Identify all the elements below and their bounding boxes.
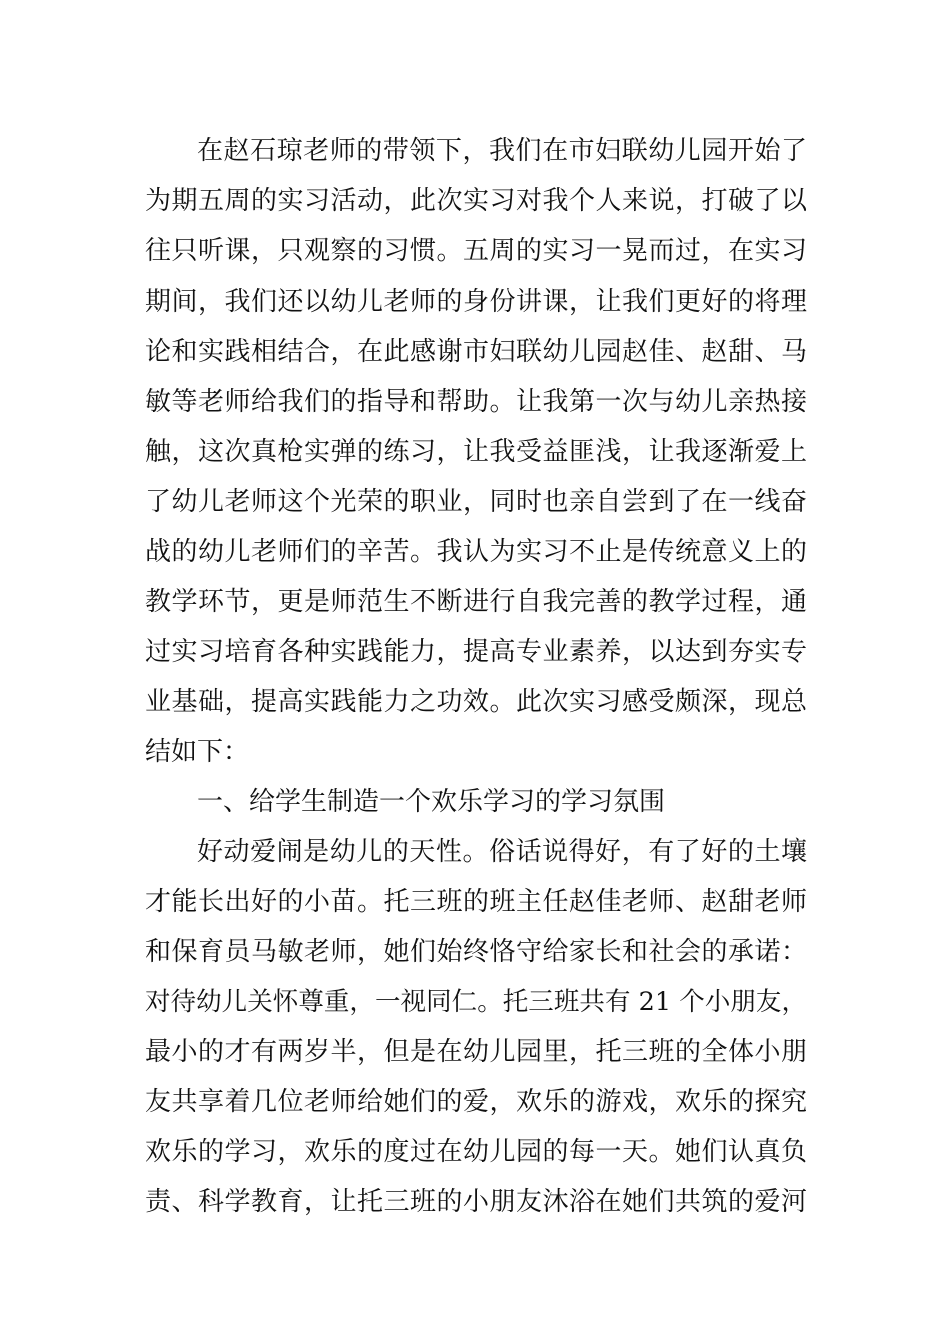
paragraph-line: 欢乐的学习，欢乐的度过在幼儿园的每一天。她们认真负 [145,1137,807,1167]
paragraph-line: 责、科学教育，让托三班的小朋友沐浴在她们共筑的爱河 [145,1187,807,1217]
paragraph-line: 往只听课，只观察的习惯。五周的实习一晃而过，在实习 [145,236,807,266]
paragraph-line: 战的幼儿老师们的辛苦。我认为实习不止是传统意义上的 [145,537,807,567]
paragraph-line: 结如下： [145,737,250,767]
paragraph-line: 了幼儿老师这个光荣的职业，同时也亲自尝到了在一线奋 [145,487,807,517]
paragraph-line: 对待幼儿关怀尊重，一视同仁。托三班共有 21 个小朋友， [145,987,807,1017]
paragraph-line: 友共享着几位老师给她们的爱，欢乐的游戏，欢乐的探究 [145,1087,807,1117]
paragraph-line: 触，这次真枪实弹的练习，让我受益匪浅，让我逐渐爱上 [145,437,807,467]
paragraph-line: 最小的才有两岁半，但是在幼儿园里，托三班的全体小朋 [145,1037,807,1067]
paragraph-line: 业基础，提高实践能力之功效。此次实习感受颇深，现总 [145,687,807,717]
paragraph-line: 和保育员马敏老师，她们始终恪守给家长和社会的承诺： [145,937,807,967]
paragraph-line: 论和实践相结合，在此感谢市妇联幼儿园赵佳、赵甜、马 [145,337,807,367]
paragraph-line: 教学环节，更是师范生不断进行自我完善的教学过程，通 [145,587,807,617]
paragraph-line: 好动爱闹是幼儿的天性。俗话说得好，有了好的土壤 [197,837,807,867]
paragraph-line: 为期五周的实习活动，此次实习对我个人来说，打破了以 [145,186,807,216]
paragraph-line: 才能长出好的小苗。托三班的班主任赵佳老师、赵甜老师 [145,887,807,917]
paragraph-line: 在赵石琼老师的带领下，我们在市妇联幼儿园开始了 [197,136,807,166]
section-heading: 一、给学生制造一个欢乐学习的学习氛围 [197,787,666,817]
paragraph-line: 期间，我们还以幼儿老师的身份讲课，让我们更好的将理 [145,287,807,317]
paragraph-line: 敏等老师给我们的指导和帮助。让我第一次与幼儿亲热接 [145,387,807,417]
paragraph-line: 过实习培育各种实践能力，提高专业素养，以达到夯实专 [145,637,807,667]
